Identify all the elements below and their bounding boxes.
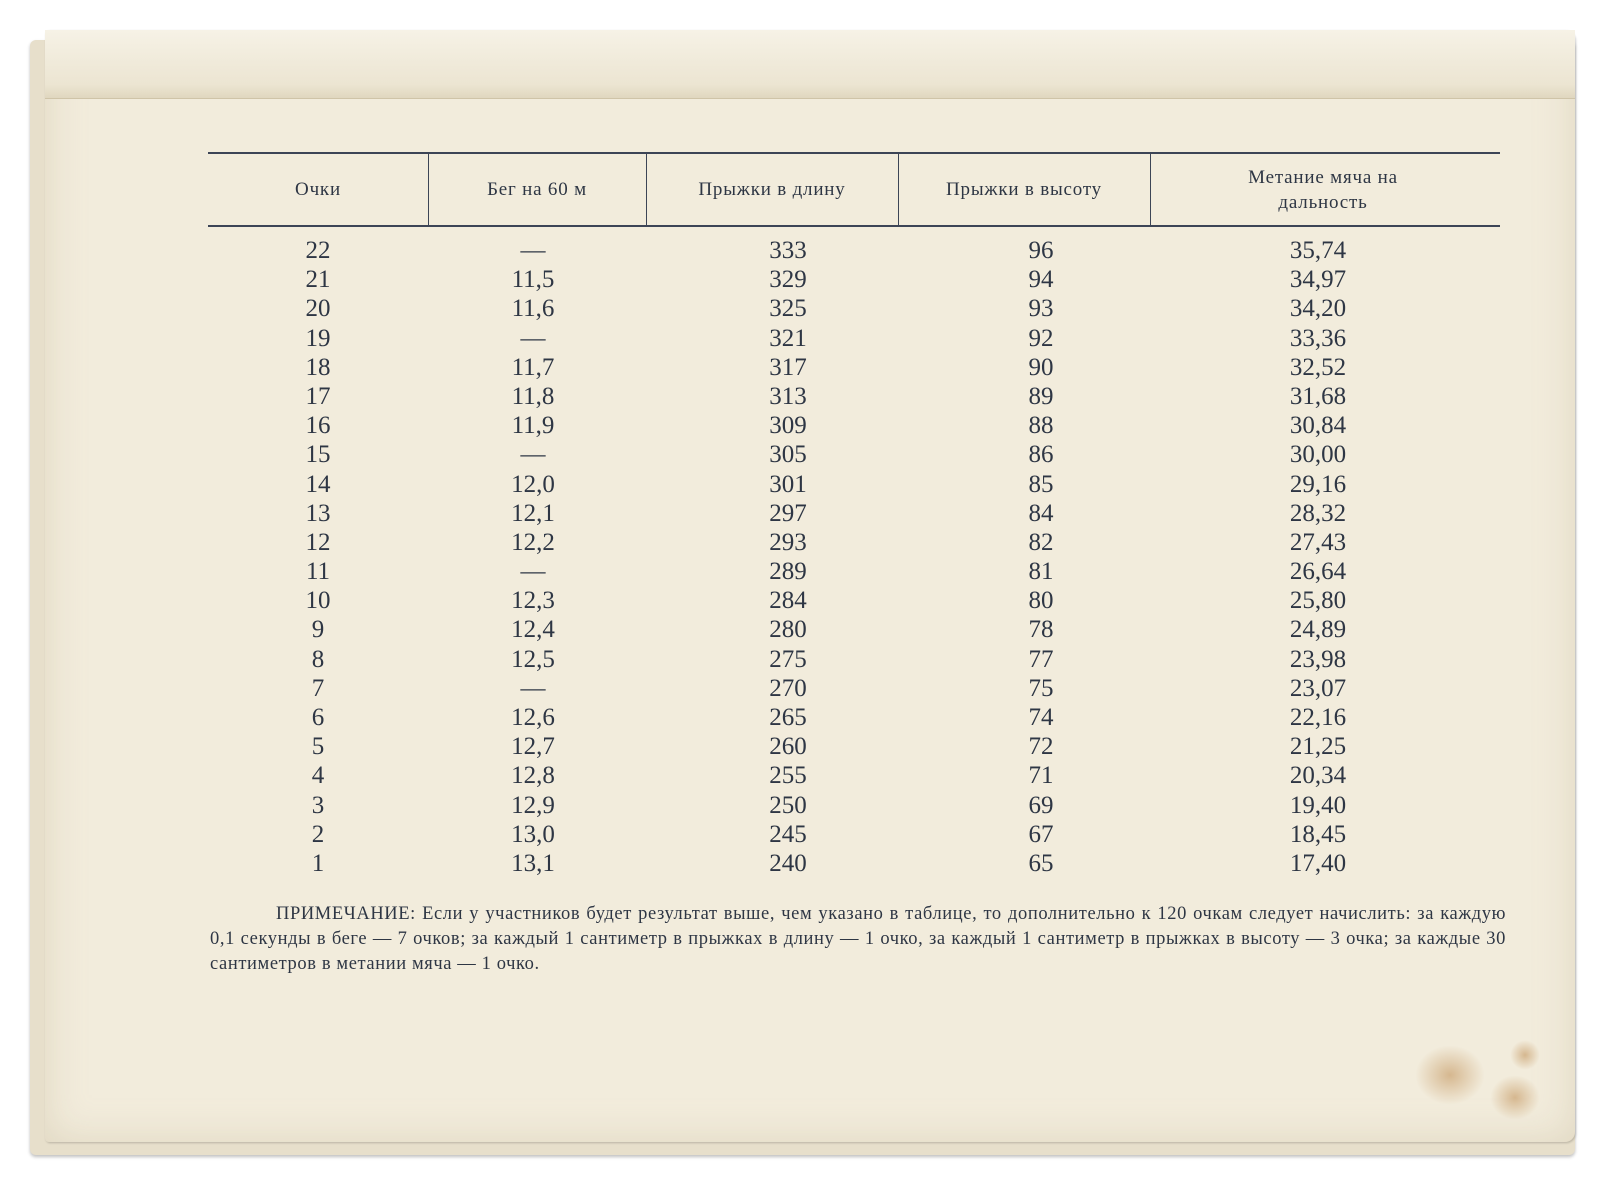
cell-long-jump: 280 [769,616,807,644]
cell-ball-throw: 29,16 [1289,470,1347,498]
cell-ball-throw: 26,64 [1289,558,1347,586]
cell-run-60m: 13,1 [511,849,555,877]
cell-run-60m: — [520,324,546,352]
cell-ball-throw: 33,36 [1289,324,1347,352]
cell-ball-throw: 17,40 [1289,849,1347,877]
cell-ball-throw: 25,80 [1289,587,1347,615]
column-header-run-60m: Бег на 60 м [487,179,587,200]
cell-points: 10 [305,587,331,615]
cell-run-60m: 11,9 [511,412,555,440]
cell-long-jump: 321 [769,324,807,352]
cell-ball-throw: 30,00 [1289,441,1347,469]
table-row [208,674,1500,703]
cell-points: 3 [311,791,325,819]
cell-long-jump: 260 [769,733,807,761]
cell-high-jump: 90 [1028,353,1054,381]
cell-run-60m: 12,2 [511,528,555,556]
cell-long-jump: 297 [769,499,807,527]
table-row [208,294,1500,323]
cell-high-jump: 93 [1028,295,1054,323]
cell-high-jump: 84 [1028,499,1054,527]
cell-points: 12 [305,528,331,556]
cell-run-60m: — [520,441,546,469]
cell-high-jump: 72 [1028,733,1054,761]
cell-run-60m: 12,5 [511,645,555,673]
table-row [208,236,1500,265]
cell-points: 8 [311,645,325,673]
cell-points: 13 [305,499,331,527]
table-row [208,411,1500,440]
cell-long-jump: 313 [769,382,807,410]
cell-high-jump: 82 [1028,528,1054,556]
cell-ball-throw: 23,98 [1289,645,1347,673]
cell-points: 4 [311,762,325,790]
cell-run-60m: 12,0 [511,470,555,498]
cell-ball-throw: 32,52 [1289,353,1347,381]
stain-mark [1490,1075,1540,1120]
cell-long-jump: 317 [769,353,807,381]
cell-run-60m: 12,1 [511,499,555,527]
cell-points: 19 [305,324,331,352]
table-row [208,645,1500,674]
column-header-long-jump: Прыжки в длину [698,179,846,200]
cell-long-jump: 265 [769,704,807,731]
cell-points: 6 [311,704,325,731]
cell-run-60m: 12,3 [511,587,555,615]
cell-points: 16 [305,412,331,440]
table-row [208,820,1500,849]
cell-ball-throw: 19,40 [1289,791,1347,819]
table-note [210,902,1506,977]
cell-high-jump: 94 [1028,266,1054,294]
cell-run-60m: 12,6 [511,704,555,731]
cell-long-jump: 255 [769,762,807,790]
cell-high-jump: 71 [1028,762,1054,790]
page-fold [45,30,1575,99]
cell-points: 14 [305,470,331,498]
cell-long-jump: 284 [769,587,807,615]
cell-long-jump: 305 [769,441,807,469]
cell-ball-throw: 35,74 [1289,237,1347,264]
cell-ball-throw: 21,25 [1289,733,1347,761]
cell-points: 2 [311,820,325,848]
cell-run-60m: 11,8 [511,382,555,410]
cell-points: 17 [305,382,331,410]
cell-ball-throw: 23,07 [1289,674,1347,702]
cell-points: 20 [305,295,331,323]
cell-ball-throw: 20,34 [1289,762,1347,790]
table-row [208,324,1500,353]
table-row [208,382,1500,411]
cell-long-jump: 333 [769,237,807,264]
cell-high-jump: 65 [1028,849,1054,877]
column-header-high-jump: Прыжки в высоту [946,179,1102,200]
cell-points: 1 [311,849,325,877]
stain-mark [1510,1040,1540,1070]
table-header [208,152,1500,227]
table-row [208,470,1500,499]
cell-high-jump: 89 [1028,382,1054,410]
cell-long-jump: 240 [769,849,807,877]
stain-mark [1415,1045,1485,1105]
cell-ball-throw: 18,45 [1289,820,1347,848]
cell-points: 15 [305,441,331,469]
cell-run-60m: 11,5 [511,266,555,294]
cell-high-jump: 92 [1028,324,1054,352]
cell-run-60m: — [520,237,546,264]
cell-long-jump: 275 [769,645,807,673]
cell-high-jump: 74 [1028,704,1054,731]
cell-ball-throw: 30,84 [1289,412,1347,440]
table-body [208,236,1500,878]
column-divider [1150,154,1151,225]
cell-high-jump: 86 [1028,441,1054,469]
cell-points: 18 [305,353,331,381]
table-row [208,353,1500,382]
cell-points: 21 [305,266,331,294]
cell-run-60m: 13,0 [511,820,555,848]
table-row [208,732,1500,761]
table-row [208,849,1500,878]
table-row [208,528,1500,557]
cell-ball-throw: 34,20 [1289,295,1347,323]
cell-high-jump: 88 [1028,412,1054,440]
table-row [208,557,1500,586]
cell-ball-throw: 27,43 [1289,528,1347,556]
cell-high-jump: 81 [1028,558,1054,586]
cell-points: 7 [311,674,325,702]
cell-high-jump: 75 [1028,674,1054,702]
table-row [208,440,1500,469]
cell-ball-throw: 34,97 [1289,266,1347,294]
cell-high-jump: 80 [1028,587,1054,615]
column-header-points: Очки [295,179,341,200]
cell-ball-throw: 31,68 [1289,382,1347,410]
cell-high-jump: 77 [1028,645,1054,673]
cell-run-60m: 11,7 [511,353,555,381]
cell-points: 9 [311,616,325,644]
cell-high-jump: 78 [1028,616,1054,644]
cell-long-jump: 309 [769,412,807,440]
table-row [208,265,1500,294]
cell-run-60m: 11,6 [511,295,555,323]
column-header-ball-throw: Метание мяча на дальность [1248,166,1398,213]
table-row [208,586,1500,615]
cell-long-jump: 289 [769,558,807,586]
table-row [208,615,1500,644]
table-row [208,761,1500,790]
cell-run-60m: 12,7 [511,733,555,761]
cell-run-60m: 12,9 [511,791,555,819]
cell-run-60m: — [520,674,546,702]
cell-long-jump: 270 [769,674,807,702]
cell-points: 5 [311,733,325,761]
table-row [208,499,1500,528]
cell-high-jump: 96 [1028,237,1054,264]
cell-points: 22 [305,237,331,264]
cell-run-60m: 12,8 [511,762,555,790]
cell-run-60m: — [520,558,546,586]
cell-long-jump: 325 [769,295,807,323]
cell-points: 11 [305,558,331,586]
cell-high-jump: 85 [1028,470,1054,498]
cell-high-jump: 67 [1028,820,1054,848]
note-text: ПРИМЕЧАНИЕ: Если у участников будет результат выше, чем указано в таблице, то дополнительно к 120 очкам следует начислить: за каждую 0,1 секунды в беге — 7 очков; за каждый 1 сантиметр в прыжках в длину — 1 очко, за каждый 1 сантиметр в прыжках в высоту — 3 очка; за каждые 30 сантиметров в метании мяча — 1 очко. [210,904,1506,974]
table-row [208,703,1500,732]
cell-run-60m: 12,4 [511,616,555,644]
cell-long-jump: 293 [769,528,807,556]
cell-ball-throw: 24,89 [1289,616,1347,644]
cell-long-jump: 301 [769,470,807,498]
cell-long-jump: 250 [769,791,807,819]
cell-ball-throw: 28,32 [1289,499,1347,527]
cell-ball-throw: 22,16 [1289,704,1347,731]
table-row [208,791,1500,820]
cell-long-jump: 245 [769,820,807,848]
cell-long-jump: 329 [769,266,807,294]
cell-high-jump: 69 [1028,791,1054,819]
